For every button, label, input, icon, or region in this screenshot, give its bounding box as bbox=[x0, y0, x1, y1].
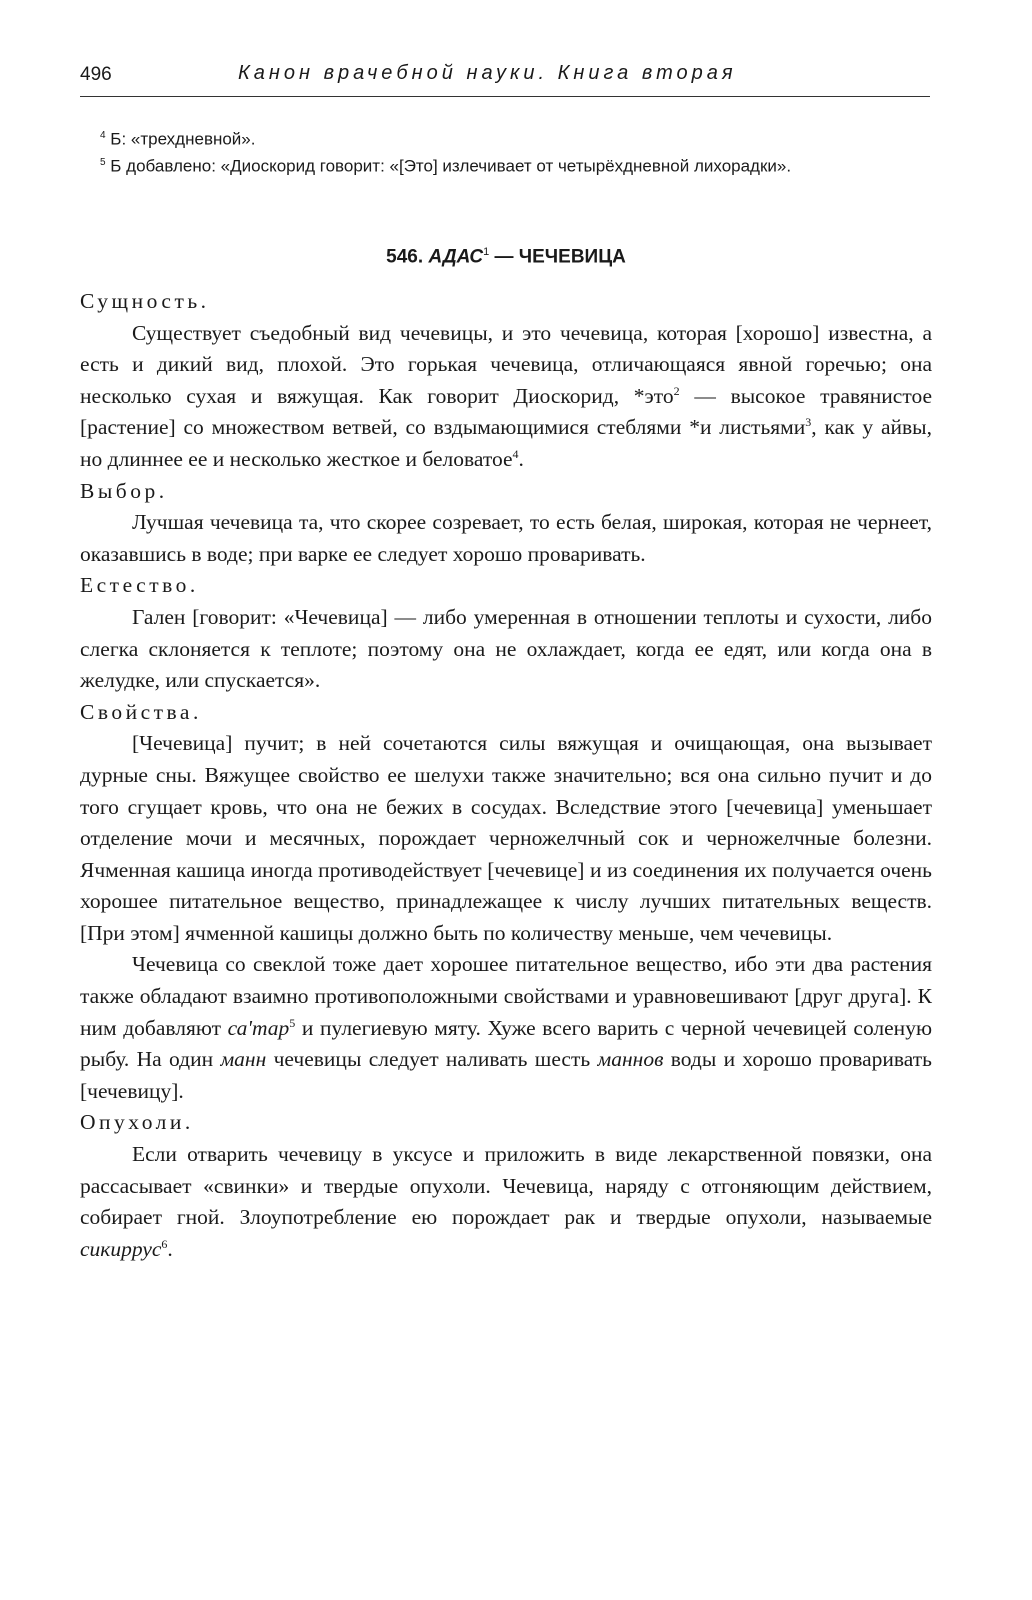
paragraph: [Чечевица] пучит; в ней сочетаются силы вяжущая и очищающая, она вызывает дурные сны. Вяжущее свойство ее шелухи также значительно; вся она сильно пучит и до того сгущает кровь, что она не бежих в сосудах. Вследствие этого [чечевица] уменьшает отделение мочи и месячных, порождает черножелчный сок и черножелчные болезни. Ячменная кашица иногда противодействует [чечевице] и из соединения их получается очень хорошее питательное вещество, принадлежащее к числу лучших питательных веществ. [При этом] ячменной кашицы должно быть по количеству меньше, чем чечевицы. bbox=[80, 731, 932, 945]
footnote bbox=[100, 151, 940, 178]
paragraph bbox=[80, 318, 932, 476]
article-number: 546. bbox=[386, 246, 424, 268]
text-run: . bbox=[167, 1236, 173, 1261]
paragraph bbox=[80, 949, 932, 1107]
page-number: 496 bbox=[80, 64, 112, 85]
footnote-mark: 5 bbox=[100, 156, 106, 168]
text-run: . bbox=[518, 446, 524, 471]
section-heading-properties: Свойства. bbox=[80, 699, 202, 724]
paragraph bbox=[80, 1139, 932, 1265]
footnote-ref: 4 bbox=[512, 446, 519, 461]
section-heading-tumors: Опухоли. bbox=[80, 1110, 194, 1135]
section-heading-essence: Сущность. bbox=[80, 289, 210, 313]
text-run: и пулегиевую мяту. Хуже всего варить с черной чечевицей соленую рыбу. На один bbox=[80, 1015, 933, 1072]
text-run: воды и хорошо проваривать [чечевицу]. bbox=[80, 1047, 932, 1103]
running-title: Канон врачебной науки. Книга вторая bbox=[238, 62, 737, 84]
footnote bbox=[100, 124, 940, 151]
text-run: Существует съедобный вид чечевицы, и это чечевица, которая [хорошо] известна, а есть и дикий вид, плохой. Это горькая чечевица, отличающаяся явной горечью; она несколько сухая и вяжущая. Как говорит Диоскорид, *это bbox=[80, 320, 932, 408]
term-mannov: маннов bbox=[597, 1047, 664, 1072]
section-heading-choice: Выбор. bbox=[80, 478, 168, 503]
text-run: Чечевица со свеклой тоже дает хорошее питательное вещество, ибо эти два растения также обладают взаимно противоположными свойствами и уравновешивают [друг друга]. К ним добавляют bbox=[80, 952, 932, 1040]
term-sikirrus: сикиррус bbox=[80, 1236, 162, 1261]
paragraph: Гален [говорит: «Чечевица] — либо умеренная в отношении теплоты и сухости, либо слегка склоняется к теплоте; поэтому она не охлаждает, когда ее едят, или когда она в желудке, или спускается». bbox=[80, 604, 932, 693]
term-mann: манн bbox=[220, 1047, 267, 1072]
text-run: , как у айвы, но длиннее ее и несколько жесткое и беловатое bbox=[80, 415, 932, 471]
footnotes bbox=[100, 124, 940, 177]
title-dash: — bbox=[494, 246, 514, 268]
page-header bbox=[80, 58, 930, 97]
footnote-mark: 4 bbox=[100, 130, 106, 141]
footnote-ref: 3 bbox=[805, 415, 812, 430]
article-title bbox=[0, 246, 1012, 268]
article-russian-name: ЧЕЧЕВИЦА bbox=[518, 246, 626, 268]
footnote-ref: 6 bbox=[161, 1236, 168, 1251]
paragraph: Лучшая чечевица та, что скорее созревает, то есть белая, широкая, которая не чернеет, оказавшись в воде; при варке ее следует хорошо проваривать. bbox=[80, 510, 932, 566]
footnote-ref: 2 bbox=[673, 383, 680, 398]
footnote-text: Б добавлено: «Диоскорид говорит: «[Это] излечивает от четырёхдневной лихорадки». bbox=[110, 156, 792, 176]
text-run: — высокое травянистое [растение] со множеством ветвей, со вздымающимися стеблями *и листьями bbox=[80, 383, 932, 440]
article-body bbox=[80, 286, 932, 1265]
article-arabic-name: АДАС bbox=[428, 246, 484, 268]
term-satar: са'тар bbox=[227, 1015, 290, 1040]
footnote-text: Б: «трехдневной». bbox=[110, 129, 256, 149]
section-heading-nature: Естество. bbox=[80, 573, 199, 598]
text-run: Если отварить чечевицу в уксусе и приложить в виде лекарственной повязки, она рассасывает «свинки» и твердые опухоли. Чечевица, наряду с отгоняющим действием, собирает гной. Злоупотребление ею порождает рак и твердые опухоли, называемые bbox=[80, 1142, 932, 1230]
footnote-ref: 1 bbox=[483, 246, 490, 258]
text-run: чечевицы следует наливать шесть bbox=[266, 1047, 598, 1072]
footnote-ref: 5 bbox=[289, 1015, 296, 1030]
